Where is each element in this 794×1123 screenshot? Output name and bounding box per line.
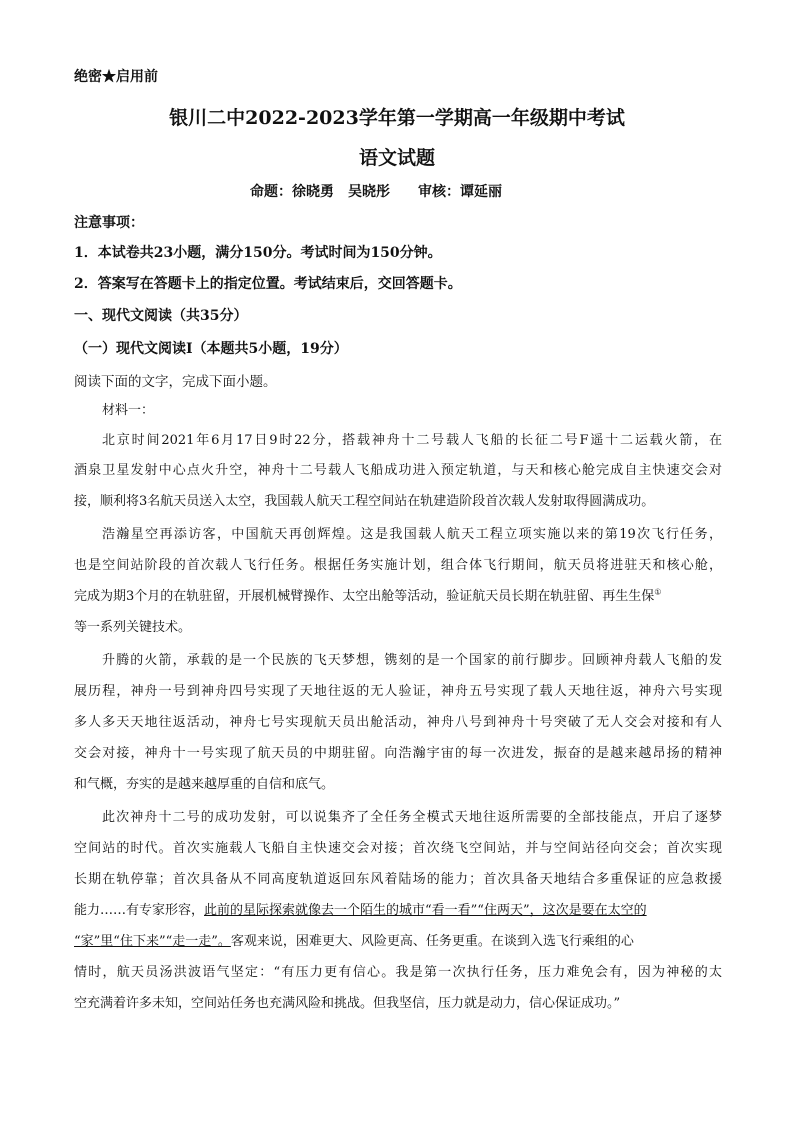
paragraph-1-line-3: 接，顺利将3名航天员送入太空，我国载人航天工程空间站在轨建造阶段首次载人发射取得圆满成功。 (74, 494, 655, 509)
paragraph-2-line-2: 也是空间站阶段的首次载人飞行任务。根据任务实施计划，组合体飞行期间，航天员将进驻天和核心舱， (74, 558, 722, 573)
notice-item-2: 2．答案写在答题卡上的指定位置。考试结束后，交回答题卡。 (74, 276, 462, 292)
underlined-sentence-part-1: 此前的星际探索就像去一个陌生的城市“看一看”“住两天”，这次是要在太空的 (204, 903, 647, 918)
notice-item-1: 1．本试卷共23小题，满分150分。考试时间为150分钟。 (74, 245, 442, 261)
confidential-label: 绝密★启用前 (74, 69, 158, 85)
underlined-sentence-part-2: “家”里“住下来”“走一走”。 (74, 934, 231, 949)
paragraph-1-line-1: 北京时间2021年6月17日9时22分，搭载神舟十二号载人飞船的长征二号F遥十二运载火箭，在 (102, 433, 722, 448)
paragraph-3-line-1: 升腾的火箭，承载的是一个民族的飞天梦想，镌刻的是一个国家的前行脚步。回顾神舟载人飞船的发 (102, 653, 722, 668)
paragraph-4-line-3: 长期在轨停靠；首次具备从不同高度轨道返回东风着陆场的能力；首次具备天地结合多重保证的应急救援 (74, 872, 722, 887)
paragraph-4-line-5 (74, 934, 722, 950)
paragraph-1-line-2: 酒泉卫星发射中心点火升空，神舟十二号载人飞船成功进入预定轨道，与天和核心舱完成自主快速交会对 (74, 463, 722, 478)
paragraph-4-line-5-text: 客观来说，困难更大、风险更高、任务更重。在谈到入选飞行乘组的心 (230, 934, 634, 949)
notice-heading: 注意事项： (74, 215, 144, 231)
exam-subtitle: 语文试题 (358, 147, 435, 169)
paragraph-4-line-4 (74, 903, 722, 919)
paragraph-3-line-2: 展历程，神舟一号到神舟四号实现了天地往返的无人验证，神舟五号实现了载人天地往返，神舟六号实现 (74, 684, 722, 699)
paragraph-3-line-5: 和气概，夯实的是越来越厚重的自信和底气。 (74, 777, 335, 792)
paragraph-4-line-2: 空间站的时代。首次实施载人飞船自主快速交会对接；首次绕飞空间站，并与空间站径向交会；首次实现 (74, 841, 722, 856)
paragraph-4-line-6: 情时，航天员汤洪波语气坚定：“有压力更有信心。我是第一次执行任务，压力难免会有，因为神秘的太 (74, 965, 722, 980)
reading-instruction: 阅读下面的文字，完成下面小题。 (74, 374, 277, 390)
paragraph-2-line-3-text: 完成为期3个月的在轨驻留，开展机械臂操作、太空出舱等活动，验证航天员长期在轨驻留、再生生保 (74, 589, 655, 604)
footnote-marker: ① (654, 587, 662, 597)
paragraph-4-line-7: 空充满着许多未知，空间站任务也充满风险和挑战。但我坚信，压力就是动力，信心保证成功。” (74, 996, 621, 1011)
paragraph-3-line-4: 交会对接，神舟十一号实现了航天员的中期驻留。向浩瀚宇宙的每一次进发，振奋的是越来越昂扬的精神 (74, 746, 722, 761)
material-label: 材料一： (102, 403, 155, 418)
subsection-heading: （一）现代文阅读Ⅰ（本题共5小题，19分） (74, 341, 348, 357)
paragraph-2-line-4: 等一系列关键技术。 (74, 620, 192, 635)
exam-title: 银川二中2022-2023学年第一学期高一年级期中考试 (169, 107, 625, 129)
paragraph-2-line-1: 浩瀚星空再添访客，中国航天再创辉煌。这是我国载人航天工程立项实施以来的第19次飞行任务， (102, 527, 722, 542)
section-heading: 一、现代文阅读（共35分） (74, 308, 248, 324)
paragraph-4-line-1: 此次神舟十二号的成功发射，可以说集齐了全任务全模式天地往返所需要的全部技能点，开启了逐梦 (102, 810, 722, 825)
paragraph-3-line-3: 多人多天天地往返活动，神舟七号实现航天员出舱活动，神舟八号到神舟十号突破了无人交会对接和有人 (74, 715, 722, 730)
paragraph-4-line-4-text: 能力……有专家形容， (74, 903, 205, 918)
paragraph-2-line-3 (74, 589, 722, 605)
authors-line: 命题：徐晓勇 吴晓彤 审核：谭延丽 (250, 184, 502, 200)
